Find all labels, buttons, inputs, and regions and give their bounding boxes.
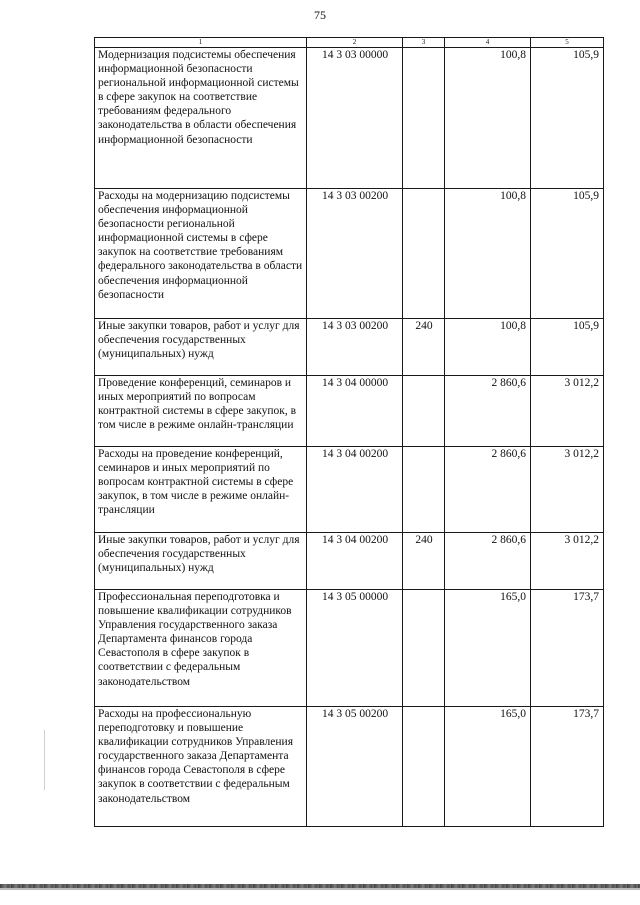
column-number-5: 5 xyxy=(531,38,604,48)
item-name: Иные закупки товаров, работ и услуг для обеспечения государственных (муниципальных) нужд xyxy=(95,533,307,590)
expense-type xyxy=(403,189,445,319)
amount-year-2: 173,7 xyxy=(531,707,604,827)
amount-year-1: 165,0 xyxy=(445,707,531,827)
table-row xyxy=(95,48,604,189)
table-row xyxy=(95,533,604,590)
item-code: 14 3 05 00200 xyxy=(307,707,403,827)
expense-type xyxy=(403,590,445,707)
table-row xyxy=(95,319,604,376)
column-number-2: 2 xyxy=(307,38,403,48)
item-code: 14 3 04 00200 xyxy=(307,533,403,590)
table-row xyxy=(95,590,604,707)
column-number-1: 1 xyxy=(95,38,307,48)
table-row xyxy=(95,376,604,447)
amount-year-2: 3 012,2 xyxy=(531,533,604,590)
amount-year-2: 105,9 xyxy=(531,48,604,189)
item-name: Расходы на проведение конференций, семинаров и иных мероприятий по вопросам контрактной системы в сфере закупок, в том числе в режиме онлайн-трансляции xyxy=(95,447,307,533)
amount-year-1: 2 860,6 xyxy=(445,376,531,447)
table-row xyxy=(95,447,604,533)
item-code: 14 3 03 00200 xyxy=(307,319,403,376)
page-number: 75 xyxy=(314,8,326,22)
scan-artifact-line xyxy=(44,730,45,790)
expense-type xyxy=(403,707,445,827)
column-number-row xyxy=(95,38,604,48)
amount-year-1: 100,8 xyxy=(445,189,531,319)
expense-type xyxy=(403,376,445,447)
budget-table xyxy=(94,37,604,827)
item-name: Проведение конференций, семинаров и иных мероприятий по вопросам контрактной системы в сфере закупок, в том числе в режиме онлайн-трансляции xyxy=(95,376,307,447)
amount-year-1: 2 860,6 xyxy=(445,447,531,533)
item-name: Иные закупки товаров, работ и услуг для обеспечения государственных (муниципальных) нужд xyxy=(95,319,307,376)
expense-type xyxy=(403,48,445,189)
item-name: Профессиональная переподготовка и повышение квалификации сотрудников Управления государственного заказа Департамента финансов города Севастополя в сфере закупок в соответствии с федеральным законодательством xyxy=(95,590,307,707)
item-name: Модернизация подсистемы обеспечения информационной безопасности региональной информационной системы в сфере закупок на соответствие требованиям федерального законодательства в области обеспечения информационной безопасности xyxy=(95,48,307,189)
item-code: 14 3 04 00200 xyxy=(307,447,403,533)
amount-year-1: 2 860,6 xyxy=(445,533,531,590)
expense-type: 240 xyxy=(403,319,445,376)
item-code: 14 3 04 00000 xyxy=(307,376,403,447)
column-number-4: 4 xyxy=(445,38,531,48)
expense-type: 240 xyxy=(403,533,445,590)
amount-year-1: 100,8 xyxy=(445,319,531,376)
amount-year-2: 173,7 xyxy=(531,590,604,707)
table-row xyxy=(95,189,604,319)
amount-year-2: 3 012,2 xyxy=(531,447,604,533)
scan-bottom-edge-shadow xyxy=(0,888,640,890)
expense-type xyxy=(403,447,445,533)
item-name: Расходы на профессиональную переподготовку и повышение квалификации сотрудников Управления государственного заказа Департамента финансов города Севастополя в сфере закупок в соответствии с федеральным законодательством xyxy=(95,707,307,827)
table-row xyxy=(95,707,604,827)
amount-year-2: 105,9 xyxy=(531,319,604,376)
item-code: 14 3 03 00000 xyxy=(307,48,403,189)
item-code: 14 3 03 00200 xyxy=(307,189,403,319)
amount-year-1: 100,8 xyxy=(445,48,531,189)
amount-year-1: 165,0 xyxy=(445,590,531,707)
item-name: Расходы на модернизацию подсистемы обеспечения информационной безопасности региональной информационной системы в сфере закупок на соответствие требованиям федерального законодательства в области обеспечения информационной безопасности xyxy=(95,189,307,319)
amount-year-2: 3 012,2 xyxy=(531,376,604,447)
column-number-3: 3 xyxy=(403,38,445,48)
item-code: 14 3 05 00000 xyxy=(307,590,403,707)
amount-year-2: 105,9 xyxy=(531,189,604,319)
